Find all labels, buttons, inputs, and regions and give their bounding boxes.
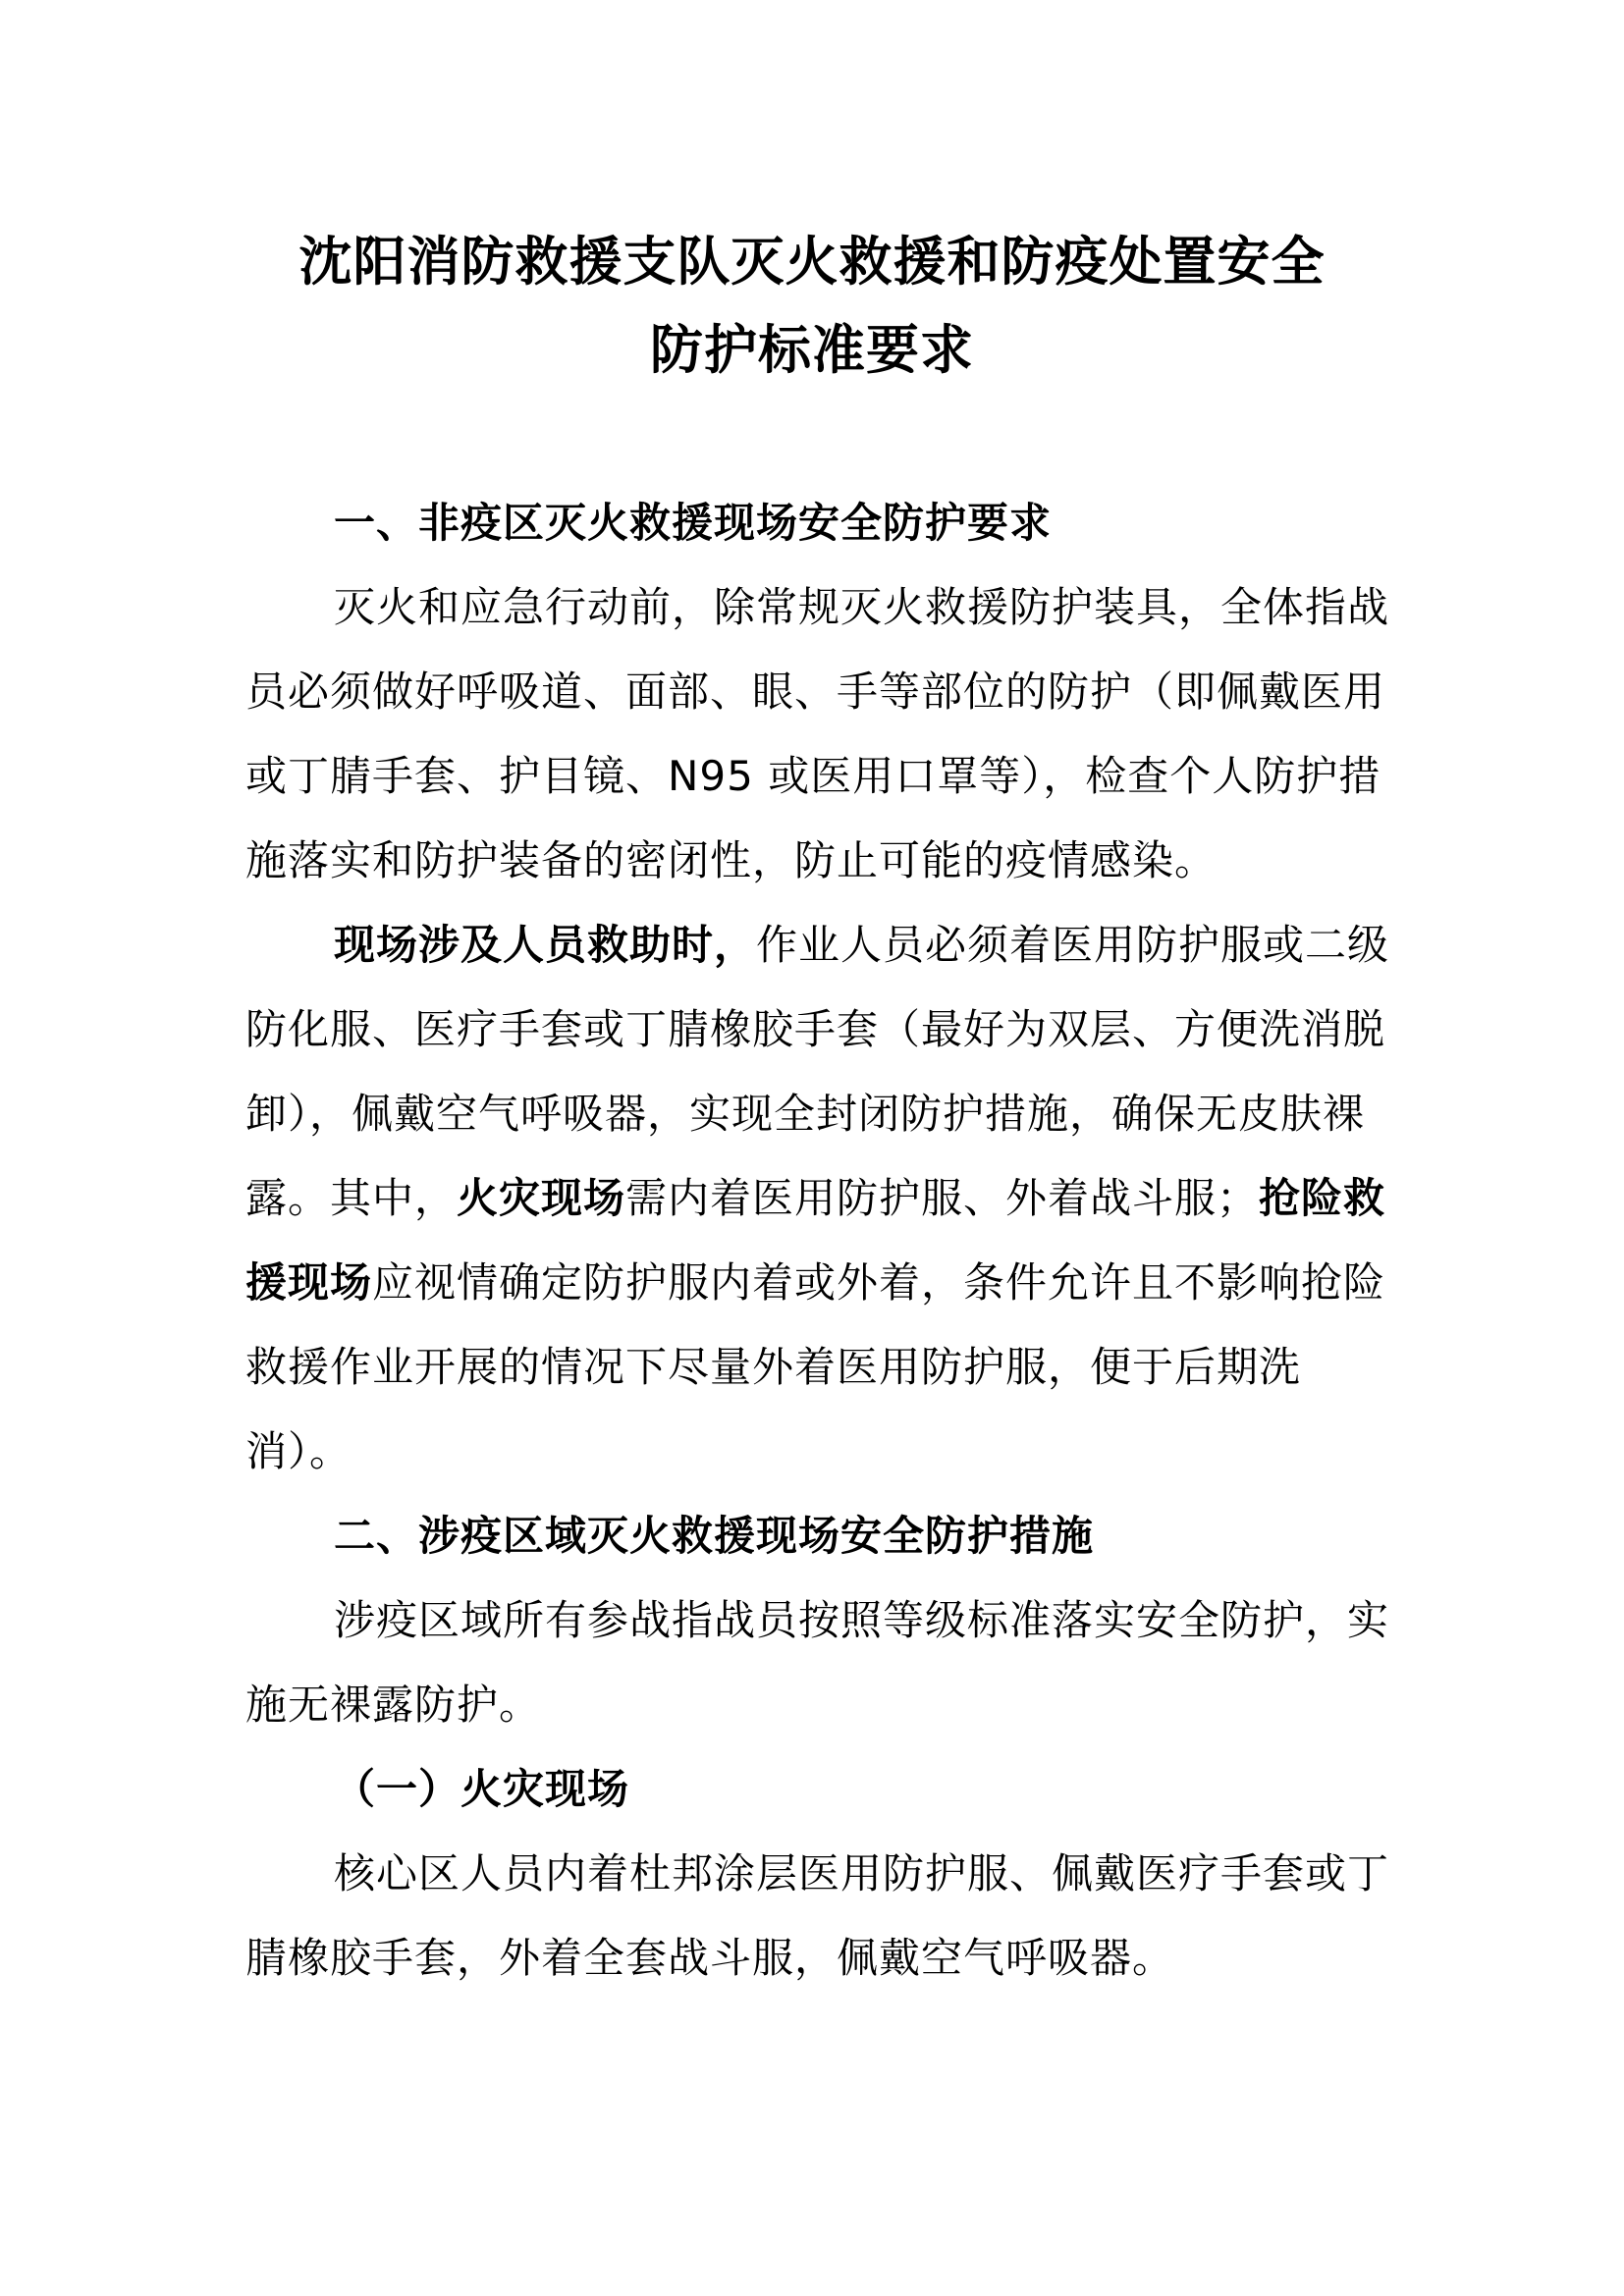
section-2-paragraph-1: 涉疫区域所有参战指战员按照等级标准落实安全防护，实施无裸露防护。 (245, 1596, 1390, 1729)
document-title-line-1: 沈阳消防救援支队灭火救援和防疫处置安全 (298, 230, 1326, 293)
bold-lead-rescue: 现场涉及人员救助时， (334, 921, 757, 969)
document-title-line-2: 防护标准要求 (650, 318, 974, 381)
document-body (245, 481, 1394, 2001)
section-2-paragraph-2: 核心区人员内着杜邦涂层医用防护服、佩戴医疗手套或丁腈橡胶手套，外着全套战斗服，佩戴空气呼吸器。 (245, 1849, 1390, 1982)
bold-rescue-scene: 抢险救援现场 (245, 1174, 1386, 1307)
bold-fire-scene: 火灾现场 (457, 1174, 626, 1222)
paragraph-text-c: 应视情确定防护服内着或外着，条件允许且不影响抢险救援作业开展的情况下尽量外着医用防护服，便于后期洗消）。 (245, 1258, 1386, 1475)
paragraph-text-b: 需内着医用防护服、外着战斗服； (625, 1174, 1260, 1222)
section-2-heading: 二、涉疫区域灭火救援现场安全防护措施 (334, 1512, 1095, 1560)
section-1-paragraph-1: 灭火和应急行动前，除常规灭火救援防护装具，全体指战员必须做好呼吸道、面部、眼、手等部位的防护（即佩戴医用或丁腈手套、护目镜、N95 或医用口罩等），检查个人防护措施落实和防护装备的密闭性，防止可能的疫情感染。 (245, 583, 1390, 884)
section-1-paragraph-2 (245, 903, 1394, 1494)
section-1-heading: 一、非疫区灭火救援现场安全防护要求 (334, 499, 1053, 547)
paragraph-text-a: 作业人员必须着医用防护服或二级防化服、医疗手套或丁腈橡胶手套（最好为双层、方便洗消脱卸），佩戴空气呼吸器，实现全封闭防护措施，确保无皮肤裸露。其中， (245, 921, 1390, 1222)
section-2-subheading: （一）火灾现场 (334, 1765, 630, 1813)
